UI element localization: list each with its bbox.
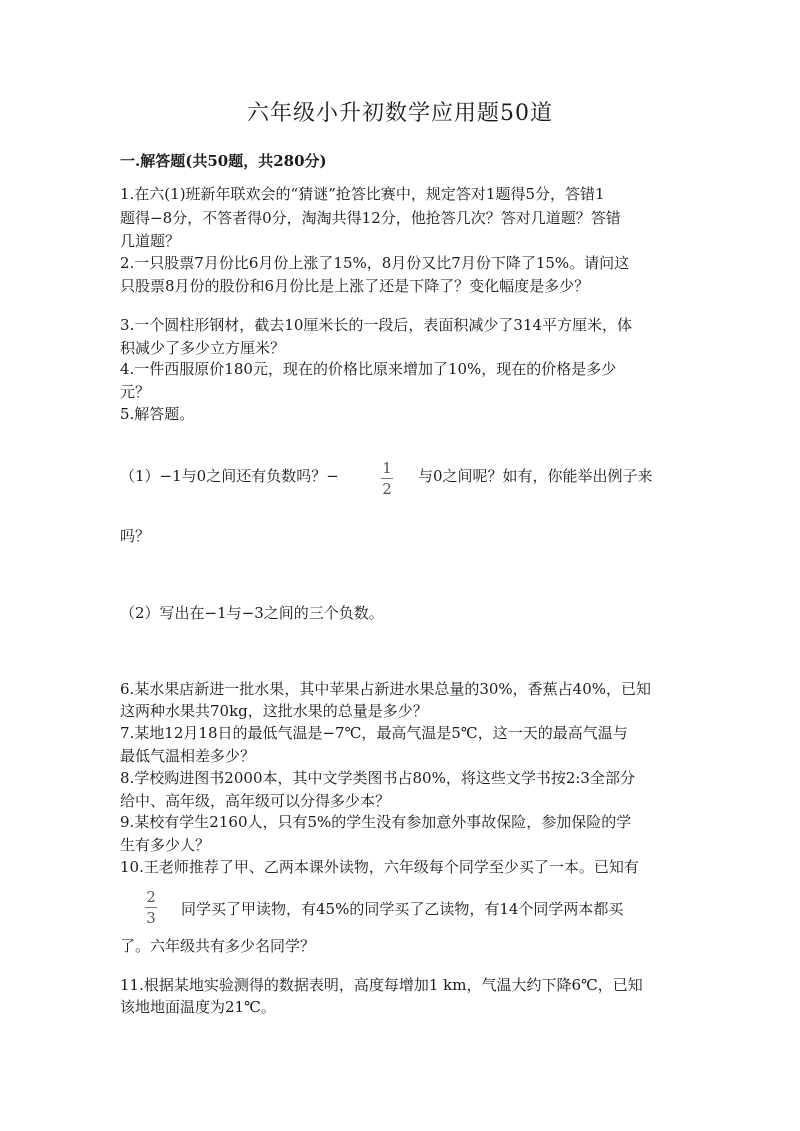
- fraction-denominator: 2: [382, 480, 392, 498]
- question-4-line-1: 4.一件西服原价180元，现在的价格比原来增加了10%，现在的价格是多少: [120, 360, 617, 378]
- fraction-denominator: 3: [146, 909, 156, 927]
- fraction-one-half: [381, 460, 393, 497]
- fraction-bar: [145, 907, 157, 908]
- question-8-line-1: 8.学校购进图书2000本，其中文学类图书占80%，将这些文学书按2:3全部分: [120, 769, 635, 787]
- fraction-numerator: 2: [146, 888, 156, 906]
- question-10-line-3: 了。六年级共有多少名同学？: [120, 937, 316, 955]
- page-title: 六年级小升初数学应用题50道: [247, 101, 553, 126]
- question-2-line-1: 2.一只股票7月份比6月份上涨了15%，8月份又比7月份下降了15%。请问这: [120, 254, 630, 272]
- fraction-bar: [381, 478, 393, 479]
- question-5-1-line-2: 吗？: [120, 527, 151, 545]
- section-heading: 一.解答题(共50题，共280分): [120, 152, 327, 170]
- question-7-line-1: 7.某地12月18日的最低气温是−7℃，最高气温是5℃，这一天的最高气温与: [120, 724, 628, 742]
- question-8-line-2: 给中、高年级，高年级可以分得多少本？: [120, 792, 391, 810]
- question-5-1-line-1b: 与0之间呢？如有，你能举出例子来: [418, 467, 653, 485]
- question-3-line-2: 积减少了多少立方厘米？: [120, 339, 286, 357]
- question-4-line-2: 元？: [120, 383, 151, 401]
- question-2-line-2: 只股票8月份的股份和6月份比是上涨了还是下降了？变化幅度是多少？: [120, 277, 590, 295]
- fraction-two-thirds: [145, 889, 157, 926]
- question-10-line-1: 10.王老师推荐了甲、乙两本课外读物，六年级每个同学至少买了一本。已知有: [120, 858, 639, 876]
- question-9-line-2: 生有多少人？: [120, 836, 211, 854]
- question-11-line-2: 该地地面温度为21℃。: [120, 998, 276, 1016]
- question-5-1-line-1a: （1）−1与0之间还有负数吗？−: [120, 467, 339, 485]
- question-1-line-3: 几道题？: [120, 232, 181, 250]
- question-11-line-1: 11.根据某地实验测得的数据表明，高度每增加1 km，气温大约下降6℃，已知: [120, 976, 643, 994]
- question-5: 5.解答题。: [120, 405, 195, 423]
- question-9-line-1: 9.某校有学生2160人，只有5%的学生没有参加意外事故保险，参加保险的学: [120, 813, 632, 831]
- question-3-line-1: 3.一个圆柱形钢材，截去10厘米长的一段后，表面积减少了314平方厘米，体: [120, 316, 633, 334]
- question-1-line-2: 题得−8分，不答者得0分，淘淘共得12分，他抢答几次？答对几道题？答错: [120, 209, 621, 227]
- question-6-line-1: 6.某水果店新进一批水果，其中苹果占新进水果总量的30%，香蕉占40%，已知: [120, 680, 651, 698]
- fraction-numerator: 1: [382, 459, 392, 477]
- question-10-line-2: 同学买了甲读物，有45%的同学买了乙读物，有14个同学两本都买: [181, 900, 624, 918]
- question-5-2: （2）写出在−1与−3之间的三个负数。: [120, 604, 384, 622]
- question-7-line-2: 最低气温相差多少？: [120, 747, 256, 765]
- question-1-line-1: 1.在六(1)班新年联欢会的“猜谜”抢答比赛中，规定答对1题得5分，答错1: [120, 185, 605, 203]
- question-6-line-2: 这两种水果共70kg，这批水果的总量是多少？: [120, 702, 428, 720]
